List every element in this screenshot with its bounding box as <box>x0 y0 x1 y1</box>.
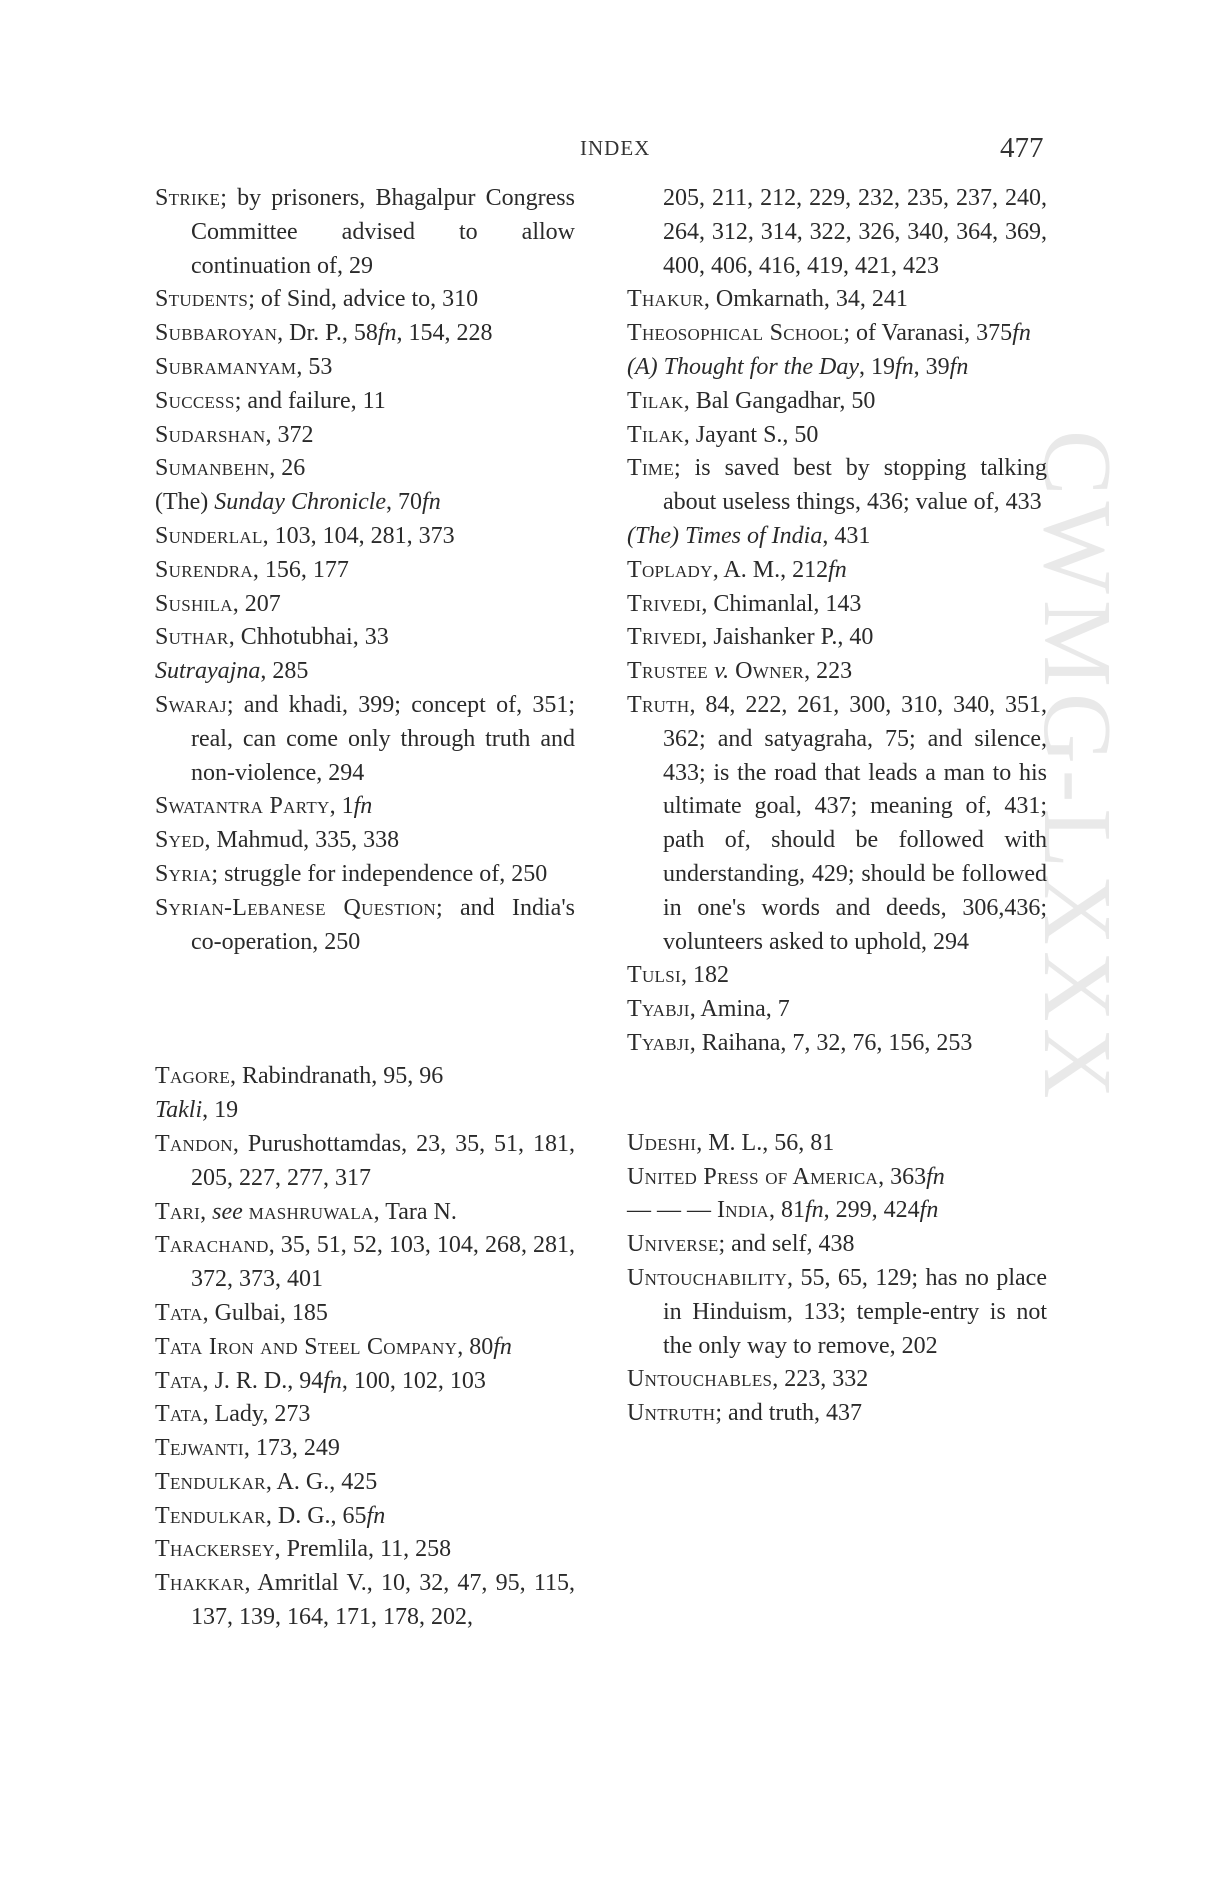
entry-heading: Udeshi <box>627 1129 697 1156</box>
index-entry <box>627 655 1047 689</box>
entry-heading: Thackersey <box>155 1536 275 1563</box>
entry-heading: Subbaroyan <box>155 320 278 347</box>
entry-heading: Tarachand <box>155 1232 269 1259</box>
running-title: INDEX <box>580 136 651 160</box>
entry-italic-text: Takli <box>155 1097 203 1124</box>
entry-italic-text: fn <box>919 1197 939 1224</box>
entry-text: ; and failure, 11 <box>234 387 386 414</box>
entry-heading: Syria <box>155 860 212 887</box>
entry-text: , Amritlal V., 10, 32, 47, 95, 115, 137, 139, 164, 171, 178, 202, <box>191 1570 575 1631</box>
entry-heading: Sumanbehn <box>155 455 270 482</box>
entry-heading: Surendra <box>155 556 253 583</box>
index-entry <box>155 1500 575 1534</box>
index-entry <box>627 182 1047 283</box>
index-entry <box>627 1363 1047 1397</box>
entry-text: , Bal Gangadhar, 50 <box>683 387 876 414</box>
entry-italic-text: fn <box>422 489 441 516</box>
entry-heading: Tata <box>155 1367 203 1394</box>
entry-heading: Sushila <box>155 590 233 617</box>
entry-heading: Tata Iron and Steel Company <box>155 1333 458 1360</box>
index-entry <box>627 588 1047 622</box>
entry-heading: Students <box>155 286 249 313</box>
entry-heading: India <box>717 1197 769 1224</box>
entry-text: , Omkarnath, 34, 241 <box>703 286 908 313</box>
entry-text: , 81 <box>768 1197 805 1224</box>
entry-heading: Theosophical School <box>627 320 844 347</box>
entry-italic-text: see <box>212 1198 243 1225</box>
entry-italic-text: (A) <box>627 353 664 380</box>
entry-heading: Success <box>155 387 235 414</box>
entry-text: , A. M., 212 <box>712 556 829 583</box>
entry-text: , 39 <box>913 353 950 380</box>
index-entry <box>627 1194 1047 1228</box>
entry-heading: Tejwanti <box>155 1435 244 1462</box>
entry-text: , 173, 249 <box>243 1435 340 1462</box>
entry-text: , Chhotubhai, 33 <box>228 624 389 651</box>
index-entry <box>627 1127 1047 1161</box>
entry-italic-text: fn <box>366 1502 386 1529</box>
entry-italic-text: fn <box>493 1333 512 1360</box>
index-entry <box>155 182 575 283</box>
index-entry <box>155 1196 575 1230</box>
index-entry <box>627 520 1047 554</box>
entry-italic-text: fn <box>949 353 969 380</box>
entry-text: ; by prisoners, Bhagalpur Congress Committee advised to allow continuation of, 29 <box>191 185 575 279</box>
entry-italic-text: fn <box>894 353 914 380</box>
entry-heading: Tulsi <box>627 962 681 989</box>
index-column-left <box>155 182 575 1635</box>
entry-text: , 70 <box>386 489 423 516</box>
entry-text: , 156, 177 <box>252 556 349 583</box>
entry-text: — — — <box>627 1197 717 1224</box>
entry-heading: Syrian-Lebanese Question <box>155 894 436 921</box>
index-entry <box>627 1228 1047 1262</box>
entry-text: , 154, 228 <box>396 320 493 347</box>
watermark-text: CWMG-LXXX <box>1023 430 1131 1105</box>
entry-italic-text: fn <box>377 320 397 347</box>
index-entry <box>155 1094 575 1128</box>
entry-text: , 103, 104, 281, 373 <box>262 522 455 549</box>
index-entry <box>155 1533 575 1567</box>
entry-text: , Tara N. <box>373 1198 457 1225</box>
entry-text: , 431 <box>822 522 871 549</box>
entry-text: , Rabindranath, 95, 96 <box>230 1063 444 1090</box>
entry-text: ; and truth, 437 <box>715 1400 863 1427</box>
entry-text: , Gulbai, 185 <box>202 1299 328 1326</box>
index-entry <box>155 1297 575 1331</box>
entry-text: , J. R. D., 94 <box>202 1367 324 1394</box>
index-entry <box>155 351 575 385</box>
entry-heading: Truth <box>627 691 690 718</box>
entry-text: , Jaishanker P., 40 <box>701 624 874 651</box>
entry-italic-text: Sunday Chronicle <box>214 489 387 516</box>
entry-text: (The) <box>155 489 215 516</box>
entry-italic-text: v. <box>714 658 730 685</box>
entry-heading: Thakkar <box>155 1570 245 1597</box>
index-entry <box>155 655 575 689</box>
entry-italic-text: fn <box>926 1163 945 1190</box>
index-entry <box>155 1229 575 1297</box>
index-entry <box>155 1060 575 1094</box>
entry-text: , 372 <box>265 421 314 448</box>
entry-italic-text: fn <box>1012 320 1031 347</box>
entry-heading: Sudarshan <box>155 421 266 448</box>
entry-heading: Tata <box>155 1299 203 1326</box>
index-entry <box>627 1262 1047 1363</box>
entry-italic-text: fn <box>804 1197 824 1224</box>
entry-text: , Dr. P., 58 <box>277 320 378 347</box>
index-entry <box>627 689 1047 959</box>
entry-text: , 84, 222, 261, 300, 310, 340, 351, 362; and satyagraha, 75; and silence, 433; is the road that leads a man to his ultimate goal, 437; meaning of, 431; path of, should be followed with understanding, 429; should be followed in one's words and deeds, 306,436; volunteers asked to uphold, 294 <box>663 691 1047 955</box>
entry-text: , Jayant S., 50 <box>683 421 819 448</box>
entry-italic-text: Sutrayajna <box>155 658 261 685</box>
entry-heading: Universe <box>627 1231 719 1258</box>
entry-heading: Syed <box>155 827 205 854</box>
entry-heading: Untruth <box>627 1400 716 1427</box>
index-entry <box>155 520 575 554</box>
entry-text: ; and self, 438 <box>718 1231 855 1258</box>
entry-heading: Tendulkar <box>155 1502 266 1529</box>
entry-text: , Mahmud, 335, 338 <box>204 827 400 854</box>
index-entry <box>155 588 575 622</box>
index-entry <box>155 385 575 419</box>
entry-italic-text: fn <box>323 1367 342 1394</box>
letter-group-break <box>627 1061 1047 1127</box>
entry-heading: Swatantra Party <box>155 793 330 820</box>
index-entry <box>155 892 575 960</box>
entry-heading: Tilak <box>627 387 684 414</box>
entry-text: , 35, 51, 52, 103, 104, 268, 281, 372, 373, 401 <box>191 1232 575 1293</box>
entry-text: ; of Varanasi, 375 <box>843 320 1013 347</box>
entry-heading: Trivedi <box>627 590 702 617</box>
entry-text: , M. L., 56, 81 <box>696 1129 835 1156</box>
entry-text: , Chimanlal, 143 <box>701 590 862 617</box>
entry-text: , 53 <box>296 353 333 380</box>
entry-heading: Swaraj <box>155 691 227 718</box>
index-entry <box>627 1397 1047 1431</box>
entry-text: , D. G., 65 <box>265 1502 367 1529</box>
entry-text: , Lady, 273 <box>202 1401 311 1428</box>
entry-text: ; and khadi, 399; concept of, 351; real, can come only through truth and non-violence, 294 <box>191 691 575 786</box>
entry-heading: Tata <box>155 1401 203 1428</box>
entry-text: , 223, 332 <box>772 1366 869 1393</box>
index-entry <box>155 419 575 453</box>
index-entry <box>627 621 1047 655</box>
entry-italic-text: Times of India <box>684 522 823 549</box>
entry-heading: Tyabji <box>627 996 690 1023</box>
entry-text: , 1 <box>329 793 354 820</box>
entry-text: 205, 211, 212, 229, 232, 235, 237, 240, 264, 312, 314, 322, 326, 340, 364, 369, 400, 406, 416, 419, 421, 423 <box>663 185 1047 279</box>
entry-heading: Tagore <box>155 1063 231 1090</box>
entry-heading: Sunderlal <box>155 522 263 549</box>
entry-heading: Subramanyam <box>155 353 297 380</box>
entry-text: ; of Sind, advice to, 310 <box>248 286 479 313</box>
entry-heading: Thakur <box>627 286 704 313</box>
entry-text: , Raihana, 7, 32, 76, 156, 253 <box>689 1029 973 1056</box>
index-column-right <box>627 182 1047 1431</box>
entry-italic-text: (The) <box>627 522 685 549</box>
entry-text: , 182 <box>680 962 729 989</box>
index-entry <box>155 554 575 588</box>
entry-text: , 26 <box>269 455 306 482</box>
entry-text: , 207 <box>232 590 281 617</box>
entry-text: , 299, 424 <box>823 1197 920 1224</box>
index-entry <box>627 1161 1047 1195</box>
entry-text: , Purushottamdas, 23, 35, 51, 181, 205, 227, 277, 317 <box>191 1130 575 1191</box>
entry-heading: Suthar <box>155 624 229 651</box>
entry-text: , Premlila, 11, 258 <box>274 1536 452 1563</box>
entry-heading: Time <box>627 455 675 482</box>
letter-group-break <box>155 959 575 1060</box>
entry-heading: Tilak <box>627 421 684 448</box>
entry-italic-text: fn <box>828 556 847 583</box>
entry-italic-text: fn <box>353 793 373 820</box>
entry-heading: Tandon <box>155 1130 233 1157</box>
entry-text: ; struggle for independence of, 250 <box>211 860 548 887</box>
entry-heading: Trustee <box>627 658 715 685</box>
entry-heading: Untouchables <box>627 1366 773 1393</box>
entry-text: , Amina, 7 <box>689 996 790 1023</box>
index-entry <box>155 621 575 655</box>
entry-heading: Tendulkar <box>155 1468 266 1495</box>
index-entry <box>155 1432 575 1466</box>
index-entry <box>155 452 575 486</box>
entry-text: , 19 <box>202 1097 239 1124</box>
entry-text: , 55, 65, 129; has no place in Hinduism, 133; temple-entry is not the only way to remove, 202 <box>663 1264 1047 1359</box>
index-entry <box>627 419 1047 453</box>
index-entry <box>627 554 1047 588</box>
entry-text: ; is saved best by stopping talking about useless things, 436; value of, 433 <box>663 455 1047 516</box>
entry-text: , <box>200 1198 213 1225</box>
entry-heading: mashruwala <box>248 1198 374 1225</box>
entry-heading: Owner <box>735 658 805 685</box>
page-number: 477 <box>1000 132 1044 164</box>
index-entry <box>627 993 1047 1027</box>
index-entry <box>627 959 1047 993</box>
index-entry <box>155 790 575 824</box>
entry-text: , 19 <box>858 353 895 380</box>
entry-text: ; and India's co-operation, 250 <box>191 894 575 955</box>
index-entry <box>155 486 575 520</box>
index-entry <box>155 1567 575 1635</box>
index-entry <box>627 1027 1047 1061</box>
entry-heading: Tyabji <box>627 1029 690 1056</box>
entry-heading: Tari <box>155 1198 201 1225</box>
entry-heading: Strike <box>155 185 221 211</box>
index-entry <box>155 1398 575 1432</box>
index-entry <box>155 858 575 892</box>
index-entry <box>155 1128 575 1196</box>
index-entry <box>627 351 1047 385</box>
index-entry <box>627 283 1047 317</box>
entry-text: , 223 <box>804 658 853 685</box>
index-entry <box>155 1466 575 1500</box>
index-entry <box>155 283 575 317</box>
index-entry <box>627 317 1047 351</box>
entry-heading: Toplady <box>627 556 713 583</box>
index-entry <box>627 385 1047 419</box>
running-head <box>0 132 1229 172</box>
entry-text: , 100, 102, 103 <box>341 1367 486 1394</box>
index-entry <box>155 824 575 858</box>
entry-text: , 363 <box>878 1163 927 1190</box>
index-entry <box>155 317 575 351</box>
entry-heading: Untouchability <box>627 1264 788 1291</box>
index-entry <box>155 689 575 790</box>
index-entry <box>155 1331 575 1365</box>
index-entry <box>627 452 1047 520</box>
entry-text: , 285 <box>260 658 309 685</box>
entry-heading: United Press of America <box>627 1163 879 1190</box>
entry-heading: Trivedi <box>627 624 702 651</box>
entry-text: , A. G., 425 <box>265 1468 378 1495</box>
entry-italic-text: Thought for the Day <box>663 353 859 380</box>
entry-text: , 80 <box>457 1333 494 1360</box>
index-entry <box>155 1365 575 1399</box>
